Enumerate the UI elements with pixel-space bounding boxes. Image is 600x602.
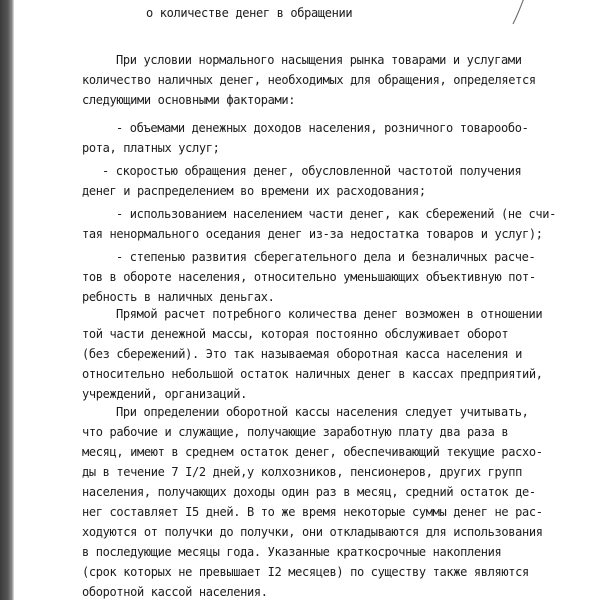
text-line: (без сбережений). Это так называемая оборотная касса населения и [82, 347, 522, 361]
text-line: нег составляет I5 дней. В то же время некоторые суммы денег не рас- [82, 505, 543, 519]
scan-binding-edge [0, 0, 14, 600]
text-line: относительно небольшой остаток наличных денег в кассах предприятий, [82, 367, 543, 381]
text-line: тов в обороте населения, относительно уменьшающих объективную пот- [82, 270, 536, 284]
list-item-savings [82, 204, 556, 244]
text-line: ды в течение 7 I/2 дней,у колхозников, пенсионеров, других групп [82, 465, 522, 479]
text-line: учреждений, организаций. [82, 387, 247, 401]
text-line: тая ненормального оседания денег из-за недостатка товаров и услуг); [82, 227, 543, 241]
paragraph-working-cash [82, 402, 543, 602]
text-line: - объемами денежных доходов населения, розничного товарообо- [116, 121, 529, 135]
text-line: рота, платных услуг; [82, 141, 220, 155]
text-line: ходуются от получки до получки, они откладываются для использования [82, 525, 543, 539]
text-line: При условии нормального насыщения рынка товарами и услугами [116, 53, 522, 67]
text-line: месяц, имеют в среднем остаток денег, обеспечивающий текущие расхо- [82, 445, 543, 459]
list-item-income [82, 118, 528, 158]
text-line: - скоростью обращения денег, обусловленной частотой получения [102, 164, 522, 178]
list-item-velocity [82, 161, 521, 201]
text-line: той части денежной массы, которая постоянно обслуживает оборот [82, 327, 509, 341]
text-line: следующими основными факторами: [82, 93, 296, 107]
text-line: Прямой расчет потребного количества денег возможен в отношении [116, 307, 543, 321]
document-title: о количестве денег в обращении [146, 6, 353, 20]
text-line: населения, получающих доходы один раз в месяц, средний остаток де- [82, 485, 536, 499]
text-line: денег и распределением во времени их расходования; [82, 184, 426, 198]
text-line: что рабочие и служащие, получающие заработную плату два раза в [82, 425, 509, 439]
text-line: (срок которых не превышает I2 месяцев) по существу также являются [82, 565, 529, 579]
text-line: количество наличных денег, необходимых для обращения, определяется [82, 73, 536, 87]
paragraph-intro [82, 50, 536, 110]
text-line: ребность в наличных деньгах. [82, 290, 275, 304]
paragraph-direct-calculation [82, 304, 543, 404]
text-line: оборотной кассой населения. [82, 585, 268, 599]
text-line: - степенью развития сберегательного дела и безналичных расче- [116, 250, 536, 264]
text-line: - использованием населением части денег, как сбережений (не счи- [116, 207, 556, 221]
text-line: При определении оборотной кассы населения следует учитывать, [116, 405, 529, 419]
list-item-banking [82, 247, 536, 307]
text-line: в последующие месяцы года. Указанные краткосрочные накопления [82, 545, 502, 559]
